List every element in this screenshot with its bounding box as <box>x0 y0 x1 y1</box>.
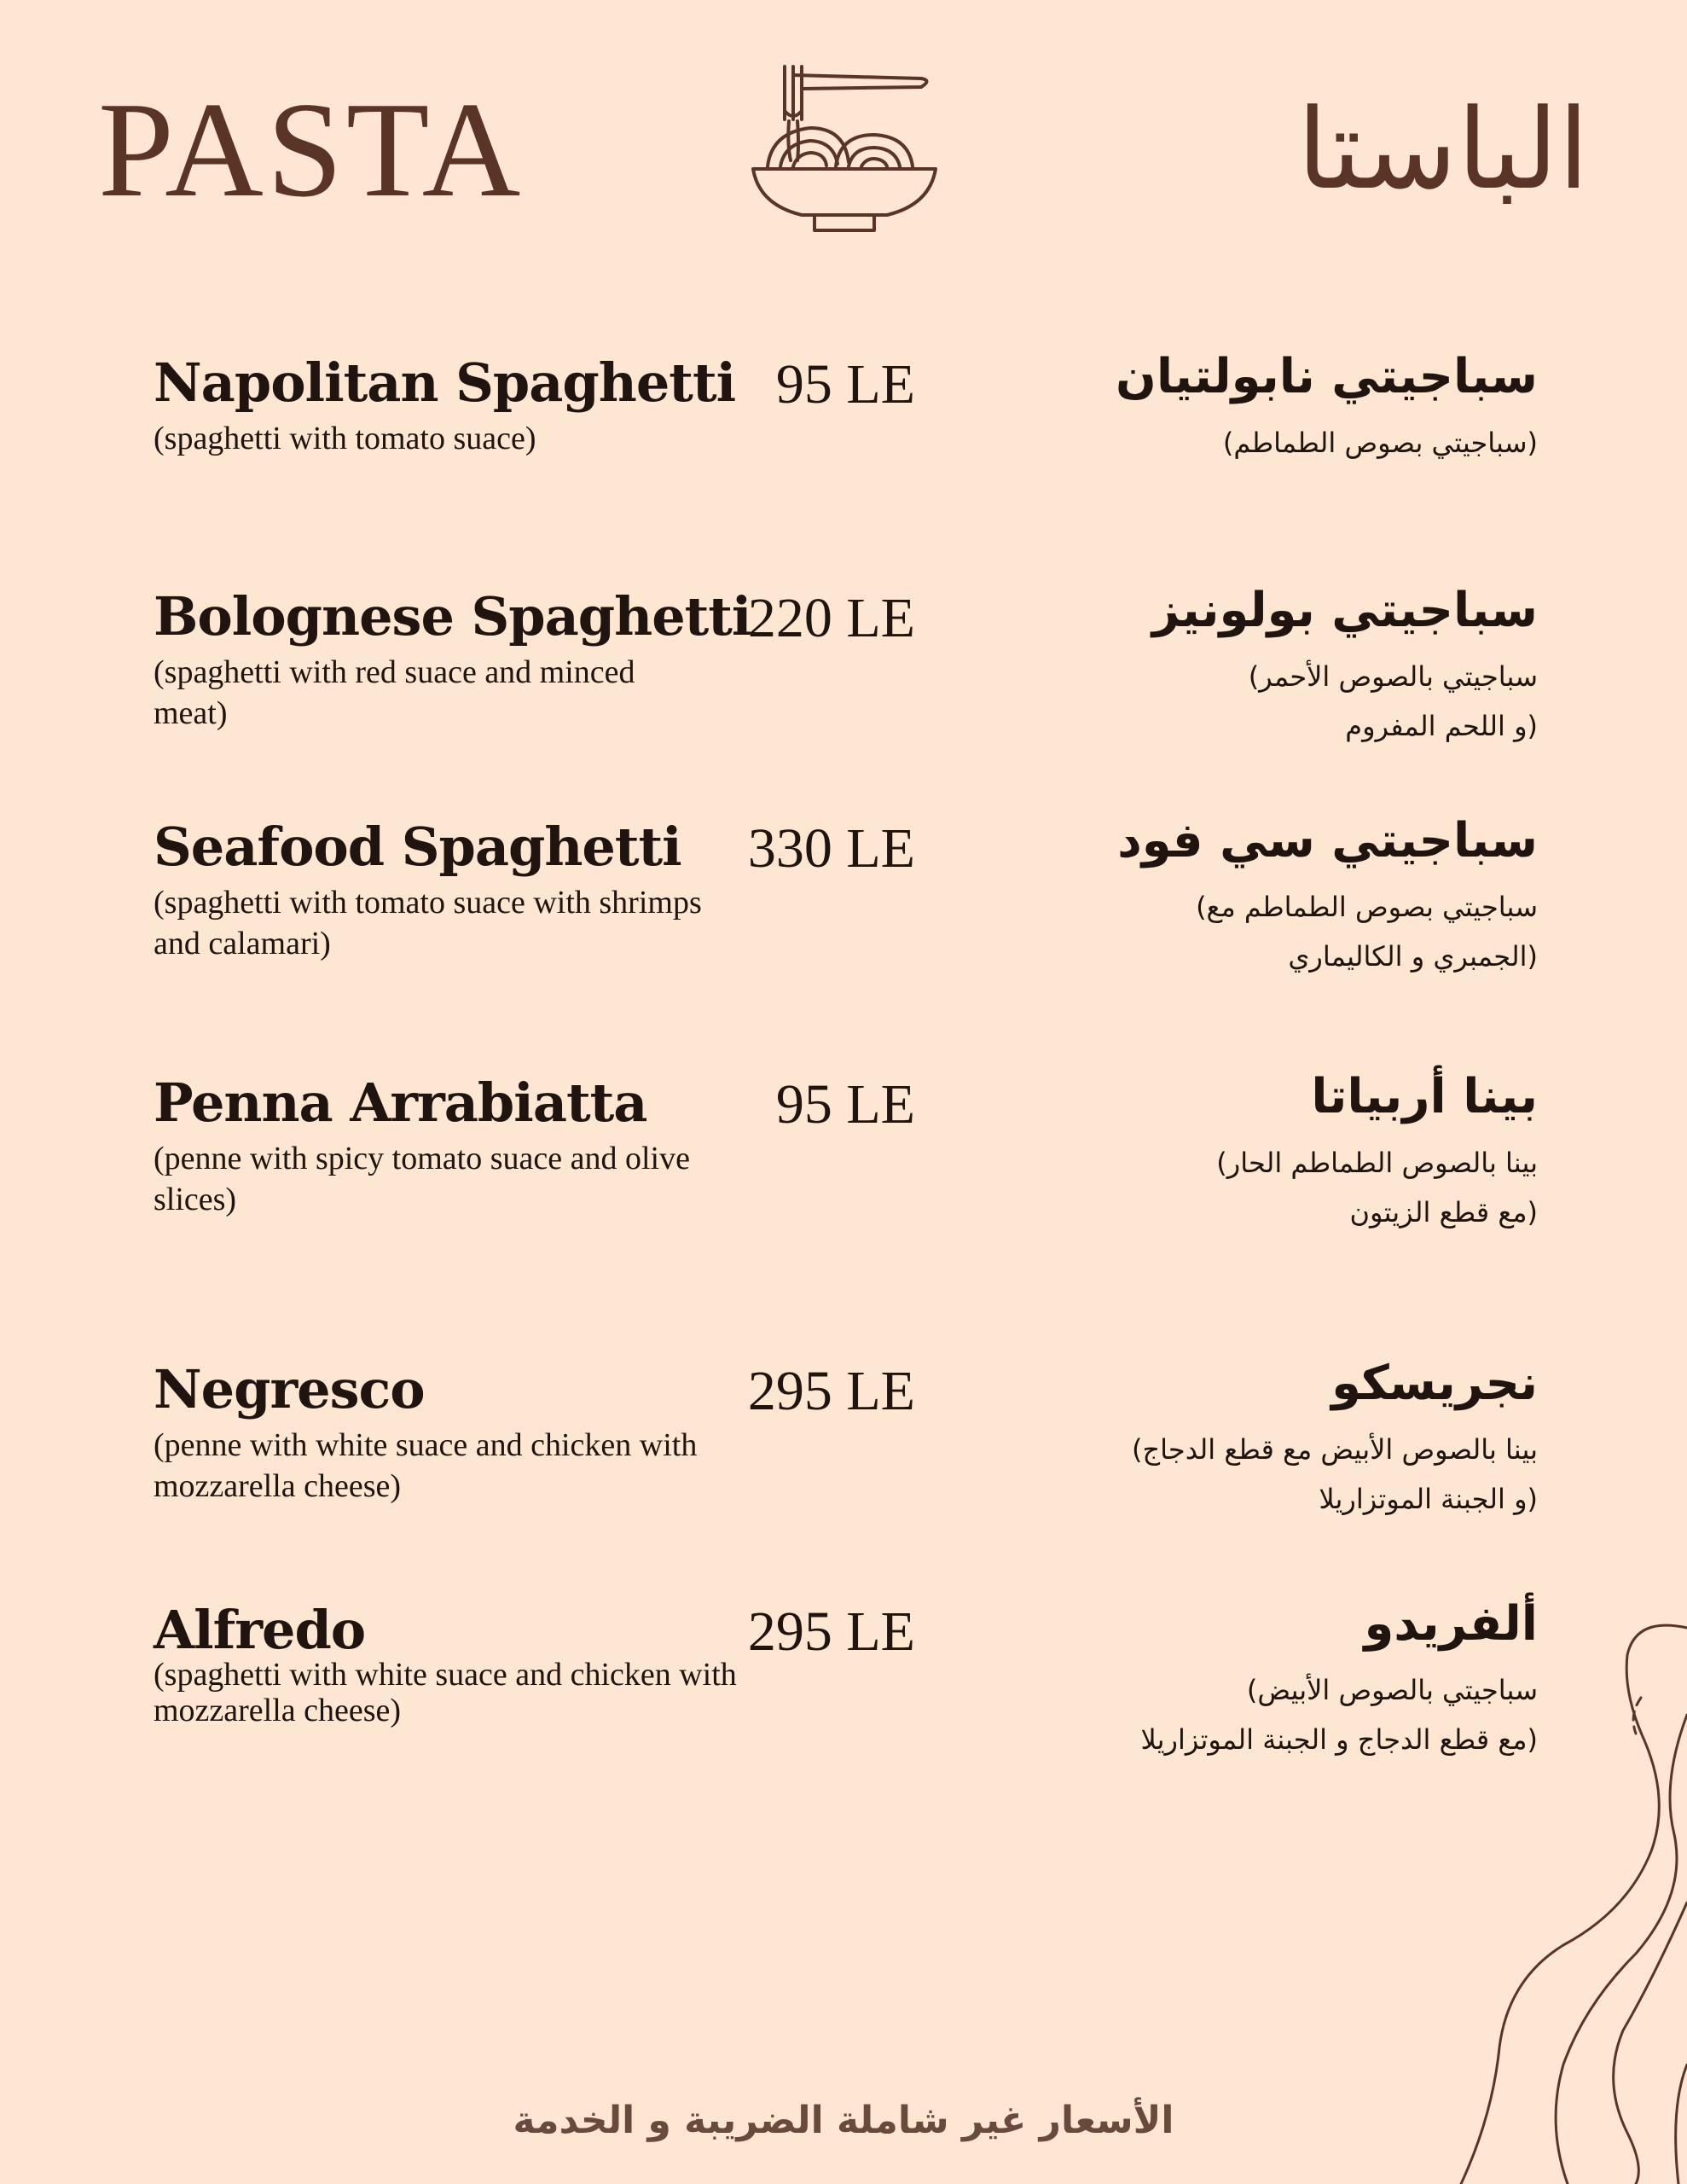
item-name-ar: سباجيتي بولونيز <box>1151 583 1538 638</box>
item-name-ar: بينا أربياتا <box>1311 1069 1538 1124</box>
item-name-en: Seafood Spaghetti <box>154 816 681 878</box>
item-desc-en: (spaghetti with white suace and chicken with mozzarella cheese) <box>154 1657 737 1728</box>
item-desc-ar: سباجيتي بصوص الطماطم مع) (الجمبري و الكاليماري <box>1196 891 1538 973</box>
pasta-bowl-icon <box>746 60 942 235</box>
item-price: 220 LE <box>747 587 915 649</box>
footer-note: الأسعار غير شاملة الضريبة و الخدمة <box>513 2099 1174 2142</box>
item-desc-en: (spaghetti with tomato suace) <box>154 421 536 456</box>
item-name-en: Alfredo <box>154 1599 366 1661</box>
item-desc-ar: (سباجيتي بصوص الطماطم) <box>1222 427 1538 459</box>
item-price: 330 LE <box>747 817 915 880</box>
item-desc-ar: سباجيتي بالصوص الأحمر) (و اللحم المفروم <box>1248 660 1538 742</box>
item-desc-ar: سباجيتي بالصوص الأبيض) (مع قطع الدجاج و الجبنة الموتزاريلا <box>1140 1674 1538 1756</box>
item-desc-en: (spaghetti with tomato suace with shrimps and calamari) <box>154 885 702 961</box>
item-desc-ar: بينا بالصوص الطماطم الحار) (مع قطع الزيتون <box>1216 1147 1538 1228</box>
item-price: 295 LE <box>747 1600 915 1663</box>
item-name-ar: سباجيتي نابولتيان <box>1116 349 1538 404</box>
item-desc-en: (spaghetti with red suace and minced meat) <box>154 654 635 731</box>
item-desc-en: (penne with spicy tomato suace and olive slices) <box>154 1141 690 1217</box>
item-name-en: Napolitan Spaghetti <box>154 351 736 414</box>
item-desc-en: (penne with white suace and chicken with mozzarella cheese) <box>154 1427 698 1504</box>
page-title-en: PASTA <box>98 73 525 225</box>
item-desc-ar: بينا بالصوص الأبيض مع قطع الدجاج) (و الجبنة الموتزاريلا <box>1132 1433 1538 1515</box>
item-price: 95 LE <box>775 353 915 415</box>
item-name-en: Negresco <box>154 1358 425 1420</box>
item-price: 95 LE <box>775 1073 915 1136</box>
item-price: 295 LE <box>747 1360 915 1422</box>
item-name-ar: سباجيتي سي فود <box>1117 813 1538 868</box>
item-name-en: Penna Arrabiatta <box>154 1072 647 1134</box>
item-name-en: Bolognese Spaghetti <box>154 585 751 648</box>
item-name-ar: نجريسكو <box>1331 1356 1538 1411</box>
item-name-ar: ألفريدو <box>1364 1596 1538 1652</box>
page-title-ar: الباستا <box>1296 84 1589 214</box>
